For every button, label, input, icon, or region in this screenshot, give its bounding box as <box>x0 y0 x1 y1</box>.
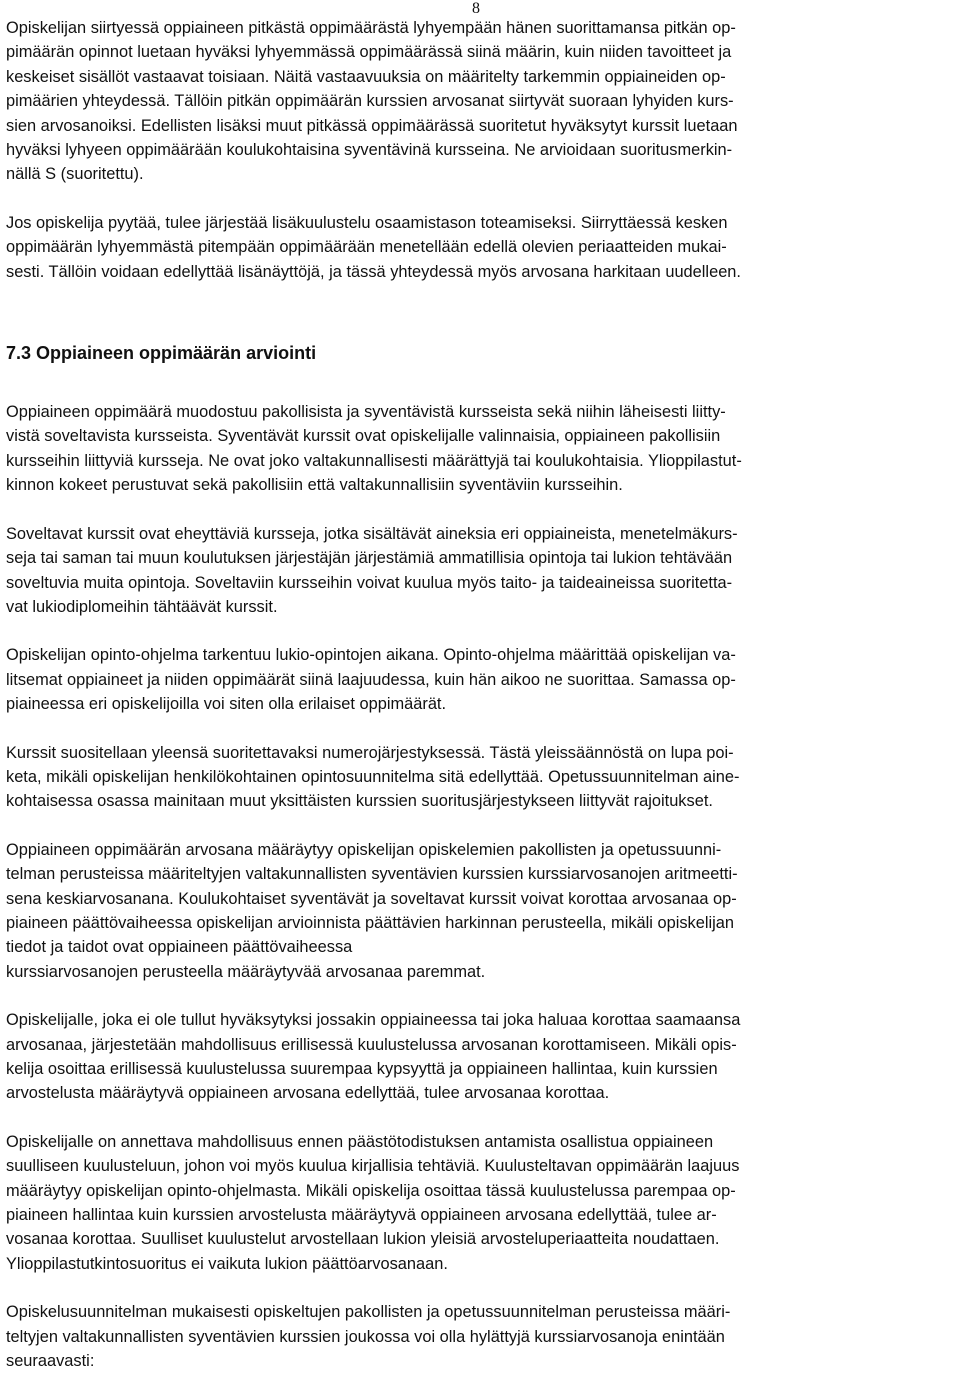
paragraph-course-order: Kurssit suositellaan yleensä suoritettavaksi numerojärjestyksessä. Tästä yleissäännöstä on lupa poi- keta, mikäli opiskelijan henkilökohtainen opintosuunnitelma sitä edellyttää. Opetussuunnitelman aine- kohtaisessa osassa mainitaan muut yksittäisten kurssien suoritusjärjestykseen liittyvät rajoitukset. <box>6 743 740 811</box>
paragraph-applied-courses: Soveltavat kurssit ovat eheyttäviä kursseja, jotka sisältävät aineksia eri oppiaineista, menetelmäkurs- seja tai saman tai muun koulutuksen järjestäjän järjestämiä ammatillisia opintoja tai lukion tehtävään soveltuvia muita opintoja. Soveltaviin kursseihin voivat kuulua myös taito- ja taideaineissa suoritetta- vat lukiodiplomeihin tähtäävät kurssit. <box>6 524 738 616</box>
paragraph-study-programme: Opiskelijan opinto-ohjelma tarkentuu lukio-opintojen aikana. Opinto-ohjelma määrittää opiskelijan va- litsemat oppiaineet ja niiden oppimäärät siinä laajuudessa, kuin hän aikoo ne suorittaa. Samassa op- piaineessa eri opiskelijoilla voi siten olla erilaiset oppimäärät. <box>6 646 736 714</box>
page-number: 8 <box>472 0 480 17</box>
document-body <box>6 16 954 1373</box>
paragraph-course-transfer: Opiskelijan siirtyessä oppiaineen pitkästä oppimäärästä lyhyempään hänen suorittamansa pitkän op- pimäärän opinnot luetaan hyväksi lyhyemmässä oppimäärässä siinä määrin, kuin niiden tavoitteet ja keskeiset sisällöt vastaavat toisiaan. Näitä vastaavuuksia on määritelty tarkemmin oppiaineiden op- pimäärien yhteydessä. Tällöin pitkän oppimäärän kurssien arvosanat siirtyvät suoraan lyhyiden kurs- sien arvosanoiksi. Edellisten lisäksi muut pitkässä oppimäärässä suoritetut hyväksytyt kurssit luetaan hyväksi lyhyeen oppimäärään koulukohtaisina syventävinä kursseina. Ne arvioidaan suoritusmerkin- nällä S (suoritettu). <box>6 19 738 184</box>
paragraph-failed-courses: Opiskelusuunnitelman mukaisesti opiskeltujen pakollisten ja opetussuunnitelman perusteissa määri- teltyjen valtakunnallisten syventävien kurssien joukossa voi olla hylättyjä kurssiarvosanoja enintään seuraavasti: <box>6 1303 731 1371</box>
paragraph-syllabus-composition: Oppiaineen oppimäärä muodostuu pakollisista ja syventävistä kursseista sekä niihin läheisesti liitty- vistä soveltavista kursseista. Syventävät kurssit ovat opiskelijalle valinnaisia, oppiaineen pakollisiin kursseihin liittyviä kursseja. Ne ovat joko valtakunnallisesti määrättyjä tai koulukohtaisia. Ylioppilastut- kinnon kokeet perustuvat sekä pakollisiin että valtakunnallisiin syventäviin kursseihin. <box>6 403 742 495</box>
paragraph-extra-exam: Jos opiskelija pyytää, tulee järjestää lisäkuulustelu osaamistason toteamiseksi. Siirryttäessä kesken oppimäärän lyhyemmästä pitempään oppimäärään menetellään edellä olevien periaatteiden mukai- sesti. Tällöin voidaan edellyttää lisänäyttöjä, ja tässä yhteydessä myös arvosana harkitaan uudelleen. <box>6 213 741 281</box>
section-heading: 7.3 Oppiaineen oppimäärän arviointi <box>6 343 317 364</box>
paragraph-grade-improvement: Opiskelijalle, joka ei ole tullut hyväksytyksi jossakin oppiaineessa tai joka haluaa korottaa saamaansa arvosanaa, järjestetään mahdollisuus erillisessä kuulustelussa arvosanan korottamiseen. Mikäli opis- kelija osoittaa erillisessä kuulustelussa suurempaa kypsyyttä ja oppiaineen hallintaa, kuin kurssien arvostelusta määräytyvä oppiaineen arvosana edellyttää, tulee arvosanaa korottaa. <box>6 1011 741 1103</box>
paragraph-oral-exam: Opiskelijalle on annettava mahdollisuus ennen päästötodistuksen antamista osallistua oppiaineen suulliseen kuulusteluun, johon voi myös kuulua kirjallisia tehtäviä. Kuulusteltavan oppimäärän laajuus määräytyy opiskelijan opinto-ohjelmasta. Mikäli opiskelija osoittaa tässä kuulustelussa parempaa op- piaineen hallintaa kuin kurssien arvostelusta määräytyvä oppiaineen arvosana edellyttää, tulee ar- vosanaa korottaa. Suulliset kuulustelut arvostellaan lukion yleisiä arvosteluperiaatteita noudattaen. Ylioppilastutkintosuoritus ei vaikuta lukion päättöarvosanaan. <box>6 1132 740 1273</box>
paragraph-grade-determination: Oppiaineen oppimäärän arvosana määräytyy opiskelijan opiskelemien pakollisten ja opetussuunni- telman perusteissa määriteltyjen valtakunnallisten syventävien kurssien kurssiarvosanojen aritmeetti- sena keskiarvosanana. Koulukohtaiset syventävät ja soveltavat kurssit voivat korottaa arvosanaa op- piaineen päättövaiheessa opiskelijan arvioinnista päättävien harkinnan perusteella, mikäli opiskelijan tiedot ja taidot ovat oppiaineen päättövaiheessa kurssiarvosanojen perusteella määräytyvää arvosanaa paremmat. <box>6 840 738 981</box>
